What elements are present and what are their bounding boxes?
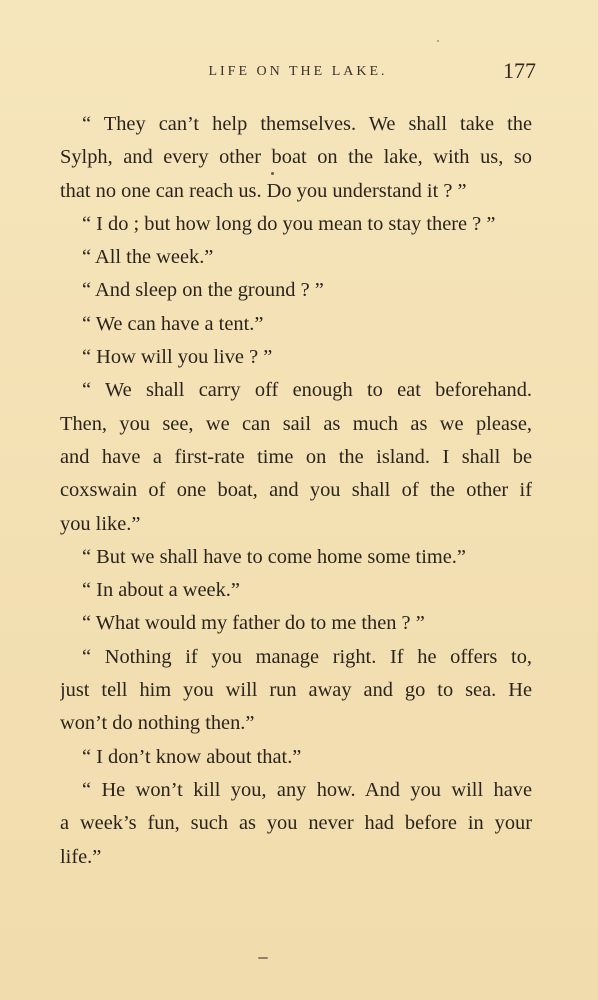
paper-speck [437, 40, 439, 42]
text-line: “ But we shall have to come home some time.” [82, 545, 466, 568]
text-line: won’t do nothing then.” [60, 712, 255, 735]
body-text [60, 108, 532, 874]
text-line: you like.” [60, 512, 141, 535]
text-line: Then, you see, we can sail as much as we please, [60, 412, 532, 435]
text-line: “ How will you live ? ” [82, 346, 273, 369]
text-line: “ He won’t kill you, any how. And you will have [82, 778, 532, 801]
page-number: 177 [503, 58, 536, 83]
paper-speck [258, 957, 268, 959]
text-line: “ They can’t help themselves. We shall take the [82, 113, 532, 135]
running-head: LIFE ON THE LAKE. [208, 64, 388, 79]
text-line: a week’s fun, such as you never had before in your [60, 812, 532, 835]
text-line: Sylph, and every other boat on the lake, with us, so [60, 146, 532, 169]
page-header [60, 58, 536, 88]
text-line: coxswain of one boat, and you shall of the other if [60, 479, 532, 502]
text-line: life.” [60, 845, 102, 868]
text-line: “ We can have a tent.” [82, 312, 264, 335]
text-line: “ All the week.” [82, 246, 214, 269]
paper-speck [271, 172, 274, 175]
text-line: “ I do ; but how long do you mean to stay there ? ” [82, 212, 496, 235]
text-line: that no one can reach us. Do you understand it ? ” [60, 179, 467, 202]
text-line: and have a first-rate time on the island. I shall be [60, 445, 532, 468]
text-line: “ We shall carry off enough to eat beforehand. [82, 379, 532, 402]
text-line: “ Nothing if you manage right. If he offers to, [82, 645, 532, 668]
text-line: “ I don’t know about that.” [82, 745, 302, 768]
text-line: “ In about a week.” [82, 579, 240, 602]
text-line: just tell him you will run away and go to sea. He [60, 679, 532, 702]
text-line: “ What would my father do to me then ? ” [82, 612, 425, 635]
text-line: “ And sleep on the ground ? ” [82, 279, 324, 302]
